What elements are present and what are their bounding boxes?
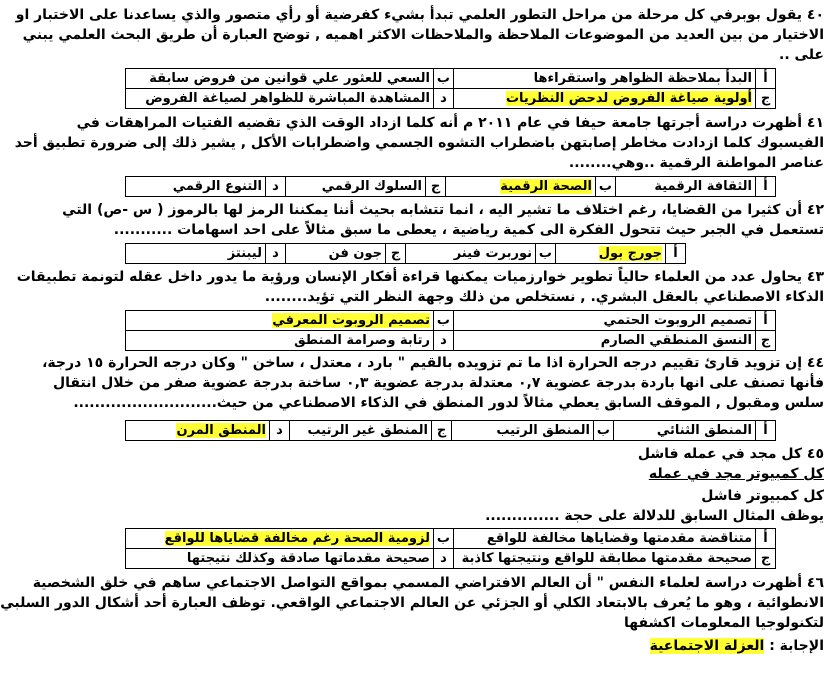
option-key: د [434,549,454,569]
option-key: ب [536,244,556,264]
q42-option-a-text: جورج بول [598,246,662,261]
q45-option-b-text: لزومية الصحة رغم مخالفة قضاياها للواقع [164,531,430,546]
q41-line-3: عناصر المواطنة الرقمية ..وهي........ [568,155,824,171]
option-key: ج [386,244,406,264]
q43-line-1: ٤٣ يحاول عدد من العلماء حالياً تطوير خوارزميات يمكنها قراءة أفكار الإنسان ورؤية ما يدور داخل عقله لتونمة تطبيقات [16,269,824,285]
q44-option-d-text: المنطق المرن [176,423,266,438]
q42-line-2: تستعمل في الجبر حيث تتحول الفكرة الى كمية رياضية ، يعطى ما سبق مثالاً على احد اسهامات ........... [113,222,824,238]
q40-option-a[interactable]: البدأ بملاحظة الظواهر واستقراءها [454,69,756,89]
q44-option-c[interactable]: المنطق غير الرتيب [290,421,432,441]
option-key: ج [756,89,776,109]
q44-line-3: سلس ومقبول , الموقف السابق يعطي مثالاً لدور المنطق في الذكاء الاصطناعي من حيث........................... [73,395,824,411]
option-key: ج [756,331,776,351]
q45-line-4: يوظف المثال السابق للدلالة على حجة .............. [485,508,824,524]
q45-line-2-text: كل كمبيوتر مجد في عمله [648,466,824,482]
q42-option-d[interactable]: ليبنتز [126,244,266,264]
option-key: أ [756,69,776,89]
option-key: د [270,421,290,441]
q43-option-a[interactable]: تصميم الروبوت الحتمي [454,311,756,331]
q41-options-table [125,176,776,197]
q43-options-table [125,310,776,351]
q43-option-b[interactable] [126,311,434,331]
q43-option-d[interactable]: رتابة وصرامة المنطق [126,331,434,351]
q45-option-d[interactable]: صحيحة مقدماتها صادقة وكذلك نتيجتها [126,549,434,569]
q46-line-2: الانطوائية ، وهو ما يُعرف بالابتعاد الكلي أو الجزئي عن العالم الاجتماعي الواقعي. توظف العبارة أحد أشكال الدور السلبي [0,595,824,611]
q43-option-c[interactable]: النسق المنطقي الصارم [454,331,756,351]
q45-line-1: ٤٥ كل مجد في عمله فاشل [637,446,824,462]
q40-line-2: الاختيار من بين العديد من الموضوعات الملاحظة والملاحظات الاكثر اهميه , توضح العبارة أن طريق البحث العلمي يبني [22,27,824,43]
q40-line-1: ٤٠ يقول بوبرفي كل مرحلة من مراحل التطور العلمي تبدأ بشيء كفرضية أو رأي متصور والذي يساعدنا على الاختبار او [15,7,824,23]
option-key: ج [426,177,446,197]
q42-options-table [125,243,686,264]
option-key: د [266,177,286,197]
q41-option-d[interactable]: التنوع الرقمي [126,177,266,197]
q40-line-3: على .. [779,47,824,63]
q43-option-b-text: تصميم الروبوت المعرفي [272,313,430,328]
option-key: ج [432,421,452,441]
q45-option-a[interactable]: متناقضة مقدمتها وقضاياها مخالفة للواقع [454,529,756,549]
q46-line-1: ٤٦ أظهرت دراسة لعلماء النفس " أن العالم الافتراضي المسمي بمواقع التواصل الاجتماعي ساهم في خلق الشخصية [32,575,824,591]
q44-line-2: فأنها تصنف على انها باردة بدرجة عضوية ٠,٧ معتدلة بدرجة عضوية ٠,٣ ساخنة بدرجة عضوية صفر من خلال انتقال [53,375,824,391]
q46-line-3: لتكنولوجيا المعلومات اكشفها [623,615,824,631]
q42-option-a[interactable] [556,244,666,264]
q41-line-2: الفيسبوك كلما ازدادت مخاطر إصابتهن باضطراب التشوه الجسمي واضطرابات الأكل , يشير ذلك إلى ضرورة تطبيق أحد [14,135,824,151]
q45-line-3: كل كمبيوتر فاشل [701,488,824,504]
q41-option-a[interactable]: الثقافة الرقمية [616,177,756,197]
option-key: د [434,331,454,351]
q41-option-b[interactable] [446,177,596,197]
option-key: د [434,89,454,109]
option-key: أ [666,244,686,264]
q46-answer: العزلة الاجتماعية [649,638,765,654]
q45-option-b[interactable] [126,529,434,549]
q44-option-d[interactable] [126,421,270,441]
q42-line-1: ٤٢ أن كثيرا من القضايا، رغم اختلاف ما تشير اليه ، انما تتشابه بحيث أننا يمكننا الرمز لها بالرموز ( س -ص) التي [62,202,824,218]
option-key: ب [434,529,454,549]
q40-option-b[interactable]: السعي للعثور علي قوانين من فروض سابقة [126,69,434,89]
option-key: أ [756,421,776,441]
q41-option-b-text: الصحة الرقمية [500,179,592,194]
q40-options-table [125,68,776,109]
option-key: ب [434,69,454,89]
q46-answer-line [82,637,824,655]
q43-line-2: الذكاء الاصطناعي بالعقل البشري. , نستخلص من ذلك وجهة النظر التي تؤيد........ [264,289,824,305]
q44-option-b[interactable]: المنطق الرتيب [452,421,594,441]
q45-options-table [125,528,776,569]
q40-option-d[interactable]: المشاهدة المباشرة للظواهر لصياغة الفروض [126,89,434,109]
q44-line-1: ٤٤ إن تزويد قارئ تقييم درجه الحرارة اذا ما تم تزويده بالقيم " بارد ، معتدل ، ساخن " وكان درجه الحرارة ١٥ درجة، [42,355,824,371]
q40-option-c[interactable] [454,89,756,109]
q44-options-table [125,420,776,441]
q45-line-2 [82,465,824,483]
q41-line-1: ٤١ أظهرت دراسة أجرتها جامعة حيفا في عام ٢٠١١ م أنه كلما ازداد الوقت الذي تقضيه الفتيات المراهقات في [76,115,824,131]
option-key: ب [596,177,616,197]
q40-option-c-text: أولوية صياغة الفروض لدحض النظريات [505,91,752,106]
q42-option-c[interactable]: جون فن [286,244,386,264]
option-key: ج [756,549,776,569]
option-key: أ [756,529,776,549]
option-key: أ [756,177,776,197]
option-key: د [266,244,286,264]
q44-option-a[interactable]: المنطق الثنائي [614,421,756,441]
q45-option-c[interactable]: صحيحة مقدمتها مطابقة للواقع ونتيجتها كاذبة [454,549,756,569]
q42-option-b[interactable]: نوربرت فينر [406,244,536,264]
option-key: أ [756,311,776,331]
option-key: ب [594,421,614,441]
q41-option-c[interactable]: السلوك الرقمي [286,177,426,197]
option-key: ب [434,311,454,331]
answer-label: الإجابة : [769,638,824,654]
